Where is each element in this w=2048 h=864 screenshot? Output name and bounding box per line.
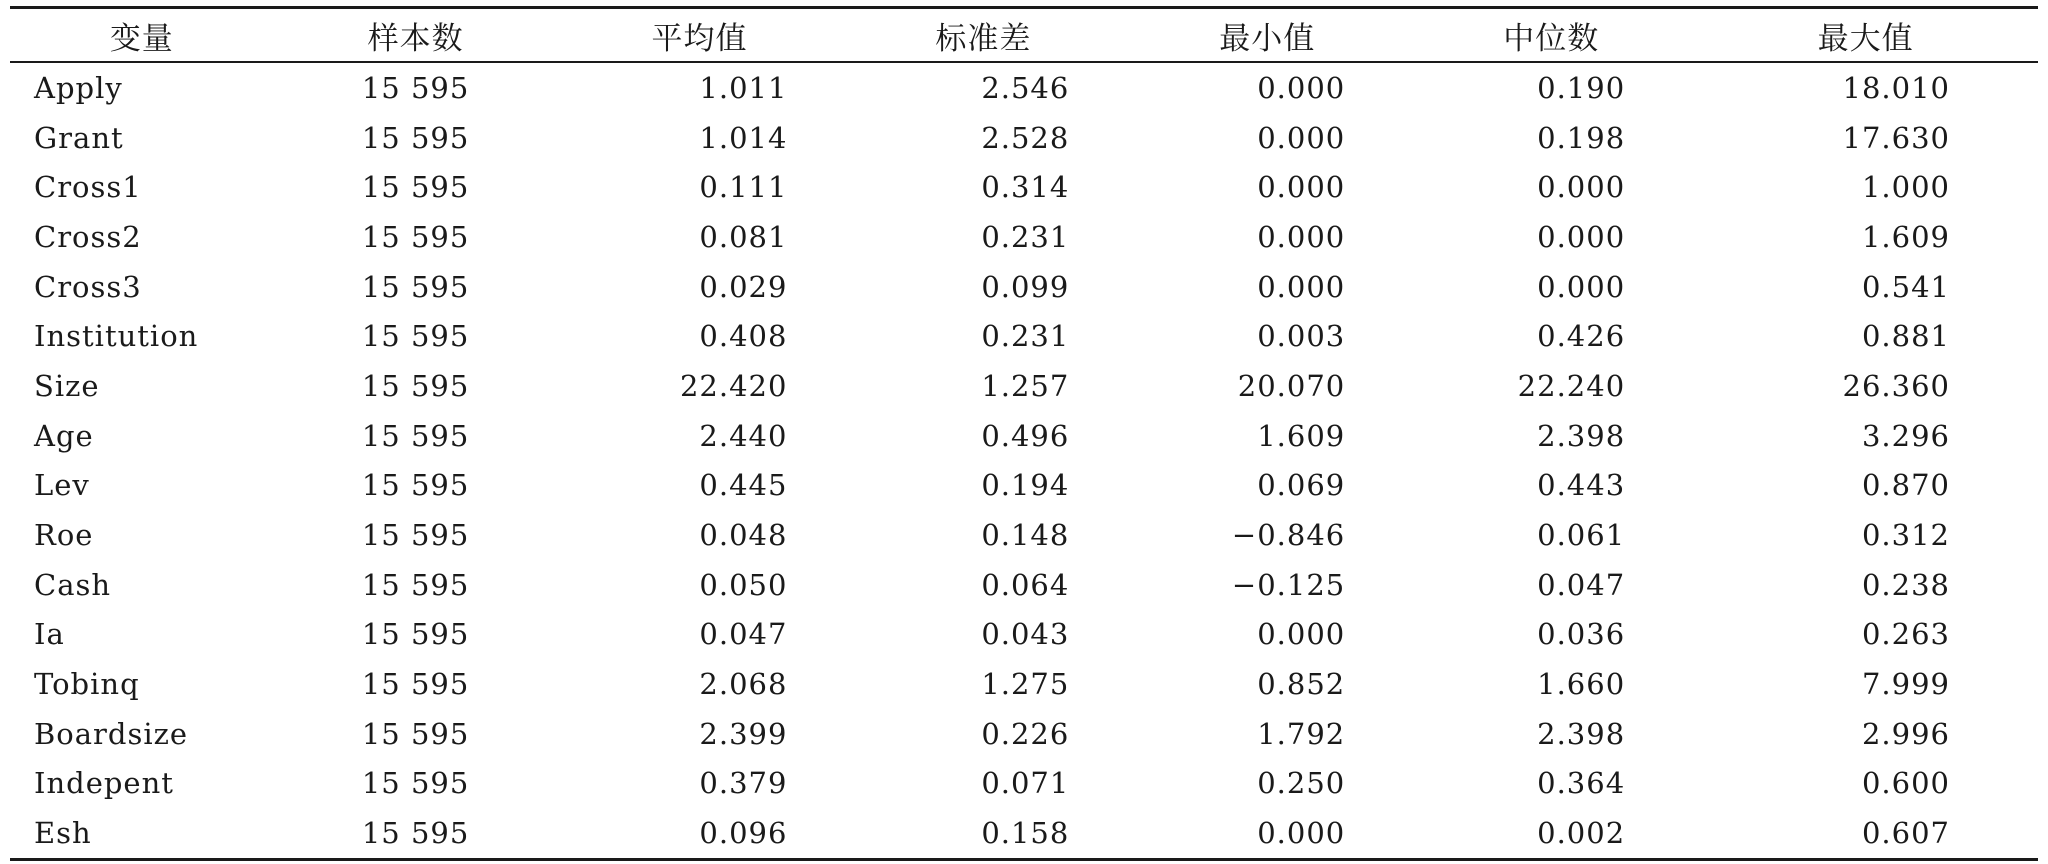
table-row (10, 659, 2038, 709)
max-cell: 0.541 (1861, 269, 1950, 304)
variable-cell: Grant (34, 120, 124, 155)
min-cell: 0.000 (1257, 170, 1346, 205)
mean-cell: 0.445 (699, 468, 788, 503)
max-cell: 0.263 (1861, 617, 1950, 652)
median-cell: 0.190 (1537, 70, 1626, 105)
median-cell: 2.398 (1537, 418, 1626, 453)
min-cell: 0.000 (1257, 617, 1346, 652)
table-row (10, 610, 2038, 660)
variable-cell: Esh (34, 816, 92, 851)
min-cell: 0.000 (1257, 120, 1346, 155)
max-cell: 26.360 (1842, 368, 1950, 403)
descriptive-statistics-table-wrapper (10, 6, 2038, 861)
table-row (10, 411, 2038, 461)
mean-cell: 2.440 (699, 418, 788, 453)
mean-cell: 0.048 (699, 518, 788, 553)
variable-cell: Cross2 (34, 219, 142, 254)
std-dev-cell: 0.194 (981, 468, 1070, 503)
mean-cell: 0.111 (699, 170, 788, 205)
mean-cell: 0.096 (699, 816, 788, 851)
table-body (10, 62, 2038, 860)
max-cell: 3.296 (1861, 418, 1950, 453)
table-row (10, 62, 2038, 113)
table-header (10, 8, 2038, 63)
max-cell: 0.607 (1861, 816, 1950, 851)
sample-size-cell: 15 595 (361, 468, 470, 503)
std-dev-cell: 2.528 (981, 120, 1070, 155)
table-row (10, 162, 2038, 212)
mean-cell: 0.047 (699, 617, 788, 652)
median-cell: 0.000 (1537, 170, 1626, 205)
variable-cell: Cross3 (34, 269, 142, 304)
mean-cell: 0.081 (699, 219, 788, 254)
sample-size-cell: 15 595 (361, 667, 470, 702)
min-cell: 0.852 (1257, 667, 1346, 702)
variable-cell: Lev (34, 468, 90, 503)
table-row (10, 759, 2038, 809)
median-cell: 0.000 (1537, 269, 1626, 304)
mean-cell: 0.379 (699, 766, 788, 801)
sample-size-cell: 15 595 (361, 319, 470, 354)
header-row (10, 8, 2038, 63)
variable-cell: Cross1 (34, 170, 142, 205)
max-cell: 0.238 (1861, 567, 1950, 602)
min-cell: 20.070 (1237, 368, 1346, 403)
variable-cell: Apply (34, 70, 123, 105)
median-cell: 0.061 (1537, 518, 1626, 553)
std-dev-cell: 0.043 (981, 617, 1070, 652)
mean-cell: 0.029 (699, 269, 788, 304)
header-mean: 平均值 (651, 20, 748, 57)
table-row (10, 262, 2038, 312)
std-dev-cell: 1.257 (981, 368, 1070, 403)
std-dev-cell: 0.226 (981, 716, 1070, 751)
median-cell: 0.047 (1537, 567, 1626, 602)
header-variable: 变量 (109, 20, 174, 57)
std-dev-cell: 0.099 (981, 269, 1070, 304)
header-median: 中位数 (1503, 20, 1600, 57)
std-dev-cell: 0.314 (981, 170, 1070, 205)
mean-cell: 1.011 (699, 70, 788, 105)
min-cell: −0.846 (1231, 518, 1346, 553)
min-cell: 1.609 (1257, 418, 1346, 453)
table-row (10, 361, 2038, 411)
min-cell: 0.000 (1257, 816, 1346, 851)
variable-cell: Ia (34, 617, 65, 652)
std-dev-cell: 0.231 (981, 319, 1070, 354)
variable-cell: Roe (34, 518, 94, 553)
table-row (10, 560, 2038, 610)
variable-cell: Tobinq (34, 667, 140, 702)
std-dev-cell: 0.064 (981, 567, 1070, 602)
sample-size-cell: 15 595 (361, 716, 470, 751)
max-cell: 1.000 (1861, 170, 1950, 205)
min-cell: 0.003 (1257, 319, 1346, 354)
max-cell: 18.010 (1842, 70, 1950, 105)
variable-cell: Boardsize (34, 716, 189, 751)
table-row (10, 510, 2038, 560)
variable-cell: Age (34, 418, 94, 453)
sample-size-cell: 15 595 (361, 418, 470, 453)
min-cell: 1.792 (1257, 716, 1346, 751)
sample-size-cell: 15 595 (361, 567, 470, 602)
max-cell: 1.609 (1861, 219, 1950, 254)
median-cell: 1.660 (1537, 667, 1626, 702)
median-cell: 0.036 (1537, 617, 1626, 652)
std-dev-cell: 0.071 (981, 766, 1070, 801)
std-dev-cell: 0.231 (981, 219, 1070, 254)
table-row (10, 461, 2038, 511)
mean-cell: 0.408 (699, 319, 788, 354)
header-sample-size: 样本数 (367, 20, 464, 57)
mean-cell: 1.014 (699, 120, 788, 155)
max-cell: 7.999 (1861, 667, 1950, 702)
median-cell: 0.364 (1537, 766, 1626, 801)
median-cell: 22.240 (1517, 368, 1626, 403)
sample-size-cell: 15 595 (361, 766, 470, 801)
mean-cell: 2.399 (699, 716, 788, 751)
median-cell: 0.000 (1537, 219, 1626, 254)
table-row (10, 311, 2038, 361)
std-dev-cell: 2.546 (981, 70, 1070, 105)
std-dev-cell: 0.496 (981, 418, 1070, 453)
min-cell: 0.000 (1257, 219, 1346, 254)
median-cell: 0.198 (1537, 120, 1626, 155)
max-cell: 0.881 (1861, 319, 1950, 354)
min-cell: 0.069 (1257, 468, 1346, 503)
sample-size-cell: 15 595 (361, 219, 470, 254)
sample-size-cell: 15 595 (361, 269, 470, 304)
max-cell: 17.630 (1842, 120, 1950, 155)
sample-size-cell: 15 595 (361, 170, 470, 205)
header-min: 最小值 (1219, 20, 1316, 57)
min-cell: 0.000 (1257, 269, 1346, 304)
table-row (10, 212, 2038, 262)
sample-size-cell: 15 595 (361, 816, 470, 851)
median-cell: 0.443 (1537, 468, 1626, 503)
sample-size-cell: 15 595 (361, 617, 470, 652)
std-dev-cell: 1.275 (981, 667, 1070, 702)
min-cell: 0.000 (1257, 70, 1346, 105)
header-std-dev: 标准差 (935, 20, 1032, 57)
median-cell: 2.398 (1537, 716, 1626, 751)
max-cell: 0.600 (1861, 766, 1950, 801)
header-max: 最大值 (1817, 20, 1914, 57)
min-cell: 0.250 (1257, 766, 1346, 801)
table-row (10, 808, 2038, 859)
max-cell: 2.996 (1861, 716, 1950, 751)
sample-size-cell: 15 595 (361, 120, 470, 155)
mean-cell: 0.050 (699, 567, 788, 602)
sample-size-cell: 15 595 (361, 518, 470, 553)
descriptive-statistics-table (10, 6, 2038, 861)
std-dev-cell: 0.158 (981, 816, 1070, 851)
variable-cell: Indepent (34, 766, 174, 801)
mean-cell: 2.068 (699, 667, 788, 702)
max-cell: 0.312 (1861, 518, 1950, 553)
min-cell: −0.125 (1231, 567, 1346, 602)
sample-size-cell: 15 595 (361, 368, 470, 403)
max-cell: 0.870 (1861, 468, 1950, 503)
median-cell: 0.002 (1537, 816, 1626, 851)
variable-cell: Size (34, 368, 100, 403)
variable-cell: Cash (34, 567, 112, 602)
table-row (10, 709, 2038, 759)
variable-cell: Institution (34, 319, 199, 354)
std-dev-cell: 0.148 (981, 518, 1070, 553)
mean-cell: 22.420 (679, 368, 788, 403)
sample-size-cell: 15 595 (361, 70, 470, 105)
table-row (10, 113, 2038, 163)
median-cell: 0.426 (1537, 319, 1626, 354)
